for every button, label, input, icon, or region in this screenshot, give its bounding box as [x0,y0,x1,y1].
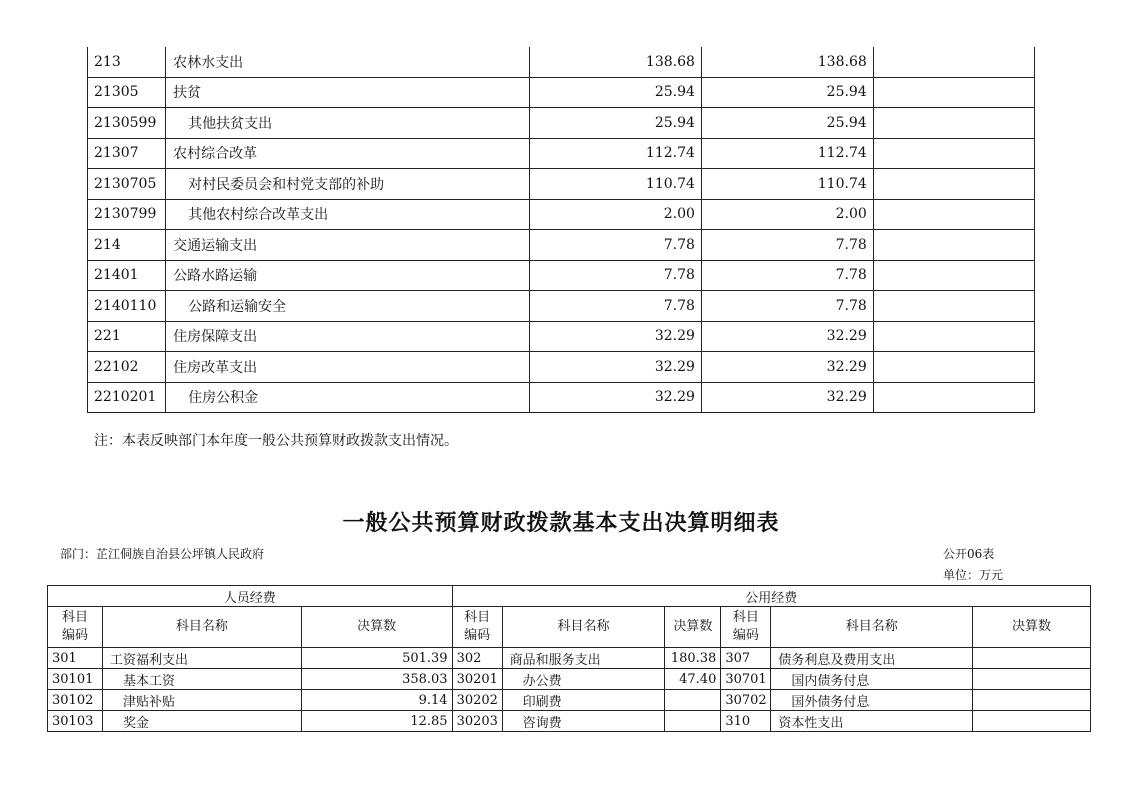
table-row [88,77,1035,108]
column-header-name: 科目名称 [771,607,973,648]
cell-code: 30201 [452,669,502,690]
cell-name: 基本工资 [102,669,301,690]
row-empty-cell [873,230,1034,261]
row-value-2: 2.00 [701,199,873,230]
cell-code: 310 [721,711,771,732]
table-row [88,47,1035,77]
group-header-personnel: 人员经费 [48,586,453,607]
row-empty-cell [873,108,1034,139]
row-value-2: 32.29 [701,382,873,413]
table-row [88,199,1035,230]
cell-name: 印刷费 [502,690,665,711]
table-row [88,260,1035,291]
row-value-1: 32.29 [530,382,702,413]
row-value-2: 7.78 [701,291,873,322]
row-value-2: 25.94 [701,77,873,108]
column-header-amount: 决算数 [973,607,1091,648]
cell-name: 国外债务付息 [771,690,973,711]
row-name: 其他农村综合改革支出 [166,199,530,230]
row-code: 221 [88,321,166,352]
row-value-1: 7.78 [530,260,702,291]
row-value-1: 138.68 [530,47,702,77]
cell-amount [973,690,1091,711]
row-value-2: 7.78 [701,260,873,291]
cell-code: 30102 [48,690,103,711]
table-note: 注：本表反映部门本年度一般公共预算财政拨款支出情况。 [94,433,458,449]
page-title: 一般公共预算财政拨款基本支出决算明细表 [342,511,780,536]
column-header-amount: 决算数 [665,607,721,648]
cell-code: 302 [452,648,502,669]
unit-label: 单位：万元 [943,568,1004,582]
row-name: 住房改革支出 [166,352,530,383]
column-header-amount: 决算数 [301,607,452,648]
row-code: 2210201 [88,382,166,413]
row-value-2: 138.68 [701,47,873,77]
cell-code: 30101 [48,669,103,690]
row-value-1: 110.74 [530,169,702,200]
row-code: 21305 [88,77,166,108]
row-code: 2140110 [88,291,166,322]
cell-amount: 9.14 [301,690,452,711]
cell-name: 国内债务付息 [771,669,973,690]
basic-expenditure-detail-table [47,585,1091,732]
cell-name: 资本性支出 [771,711,973,732]
row-empty-cell [873,382,1034,413]
row-value-2: 112.74 [701,138,873,169]
table-row [48,648,1091,669]
cell-code: 30202 [452,690,502,711]
row-code: 2130799 [88,199,166,230]
column-header-row [48,607,1091,648]
column-header-name: 科目名称 [502,607,665,648]
cell-name: 商品和服务支出 [502,648,665,669]
cell-amount [973,669,1091,690]
row-value-1: 112.74 [530,138,702,169]
cell-amount: 501.39 [301,648,452,669]
table-row [88,352,1035,383]
cell-amount [973,648,1091,669]
row-empty-cell [873,260,1034,291]
table-row [48,669,1091,690]
row-value-1: 32.29 [530,321,702,352]
row-name: 住房公积金 [166,382,530,413]
row-value-1: 25.94 [530,77,702,108]
row-empty-cell [873,138,1034,169]
table-row [88,230,1035,261]
department-label: 部门：芷江侗族自治县公坪镇人民政府 [60,547,265,561]
cell-amount [665,711,721,732]
row-code: 21307 [88,138,166,169]
row-code: 214 [88,230,166,261]
table-row [48,711,1091,732]
row-empty-cell [873,321,1034,352]
cell-amount: 180.38 [665,648,721,669]
expenditure-summary-table [87,47,1035,413]
row-name: 公路和运输安全 [166,291,530,322]
row-name: 农村综合改革 [166,138,530,169]
group-header-public: 公用经费 [452,586,1090,607]
cell-code: 30701 [721,669,771,690]
row-name: 公路水路运输 [166,260,530,291]
row-value-1: 2.00 [530,199,702,230]
column-header-code: 科目 编码 [721,607,771,648]
row-value-2: 7.78 [701,230,873,261]
row-empty-cell [873,77,1034,108]
row-name: 农林水支出 [166,47,530,77]
row-code: 2130705 [88,169,166,200]
row-value-1: 7.78 [530,230,702,261]
row-code: 21401 [88,260,166,291]
cell-name: 工资福利支出 [102,648,301,669]
row-code: 22102 [88,352,166,383]
table-code-label: 公开06表 [943,547,995,561]
row-code: 213 [88,47,166,77]
table-row [88,321,1035,352]
cell-code: 307 [721,648,771,669]
row-value-1: 7.78 [530,291,702,322]
cell-code: 30702 [721,690,771,711]
cell-name: 津贴补贴 [102,690,301,711]
row-name: 扶贫 [166,77,530,108]
cell-code: 30203 [452,711,502,732]
row-name: 交通运输支出 [166,230,530,261]
cell-amount [973,711,1091,732]
table-row [88,382,1035,413]
row-value-2: 110.74 [701,169,873,200]
row-value-2: 32.29 [701,352,873,383]
row-name: 住房保障支出 [166,321,530,352]
table-row [48,690,1091,711]
cell-amount: 47.40 [665,669,721,690]
row-value-2: 25.94 [701,108,873,139]
table-row [88,169,1035,200]
table-row [88,108,1035,139]
row-empty-cell [873,169,1034,200]
cell-code: 301 [48,648,103,669]
cell-amount: 358.03 [301,669,452,690]
row-value-2: 32.29 [701,321,873,352]
column-header-code: 科目 编码 [452,607,502,648]
column-header-name: 科目名称 [102,607,301,648]
group-header-row [48,586,1091,607]
row-empty-cell [873,199,1034,230]
row-value-1: 32.29 [530,352,702,383]
table-row [88,138,1035,169]
cell-name: 债务利息及费用支出 [771,648,973,669]
column-header-code: 科目 编码 [48,607,103,648]
row-empty-cell [873,291,1034,322]
cell-code: 30103 [48,711,103,732]
row-value-1: 25.94 [530,108,702,139]
cell-name: 咨询费 [502,711,665,732]
cell-amount: 12.85 [301,711,452,732]
row-empty-cell [873,352,1034,383]
cell-name: 办公费 [502,669,665,690]
row-empty-cell [873,47,1034,77]
row-name: 对村民委员会和村党支部的补助 [166,169,530,200]
cell-name: 奖金 [102,711,301,732]
row-name: 其他扶贫支出 [166,108,530,139]
cell-amount [665,690,721,711]
row-code: 2130599 [88,108,166,139]
table-row [88,291,1035,322]
